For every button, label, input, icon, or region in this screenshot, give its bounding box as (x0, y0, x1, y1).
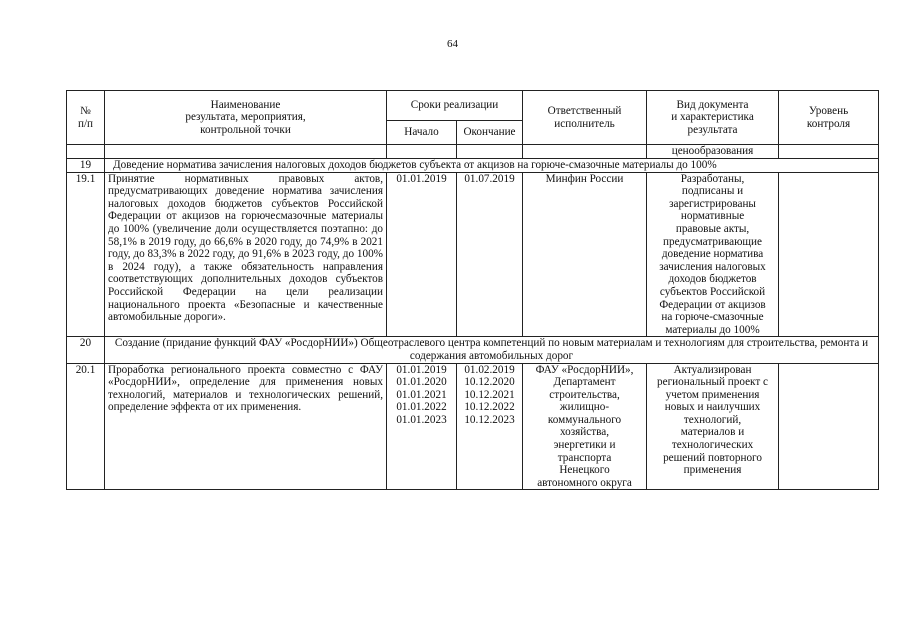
section-19-title: Доведение норматива зачисления налоговых доходов бюджетов субъекта от акцизов на горюче-смазочные материалы до 100% (105, 159, 879, 173)
header-control: Уровень контроля (779, 91, 879, 145)
row-20-1-num: 20.1 (67, 363, 105, 490)
row-19-1-end: 01.07.2019 (457, 172, 523, 337)
header-name: Наименование результата, мероприятия, контрольной точки (105, 91, 387, 145)
table-row-20-1 (67, 363, 879, 490)
header-num: № п/п (67, 91, 105, 145)
header-deadlines: Сроки реализации (387, 91, 523, 121)
header-doc: Вид документа и характеристика результата (647, 91, 779, 145)
header-end: Окончание (457, 121, 523, 145)
page-number: 64 (447, 38, 458, 50)
section-19-num: 19 (67, 159, 105, 173)
row-20-1-control (779, 363, 879, 490)
header-responsible: Ответственный исполнитель (523, 91, 647, 145)
row-19-1-responsible: Минфин России (523, 172, 647, 337)
continuation-doc: ценообразования (647, 145, 779, 159)
row-19-1-control (779, 172, 879, 337)
row-20-1-end: 01.02.2019 10.12.2020 10.12.2021 10.12.2022 10.12.2023 (457, 363, 523, 490)
row-20-1-name: Проработка регионального проекта совместно с ФАУ «РосдорНИИ», определение для применения новых технологий, материалов и технологических решений, определение эффекта от их применения. (105, 363, 387, 490)
table-row-19-1 (67, 172, 879, 337)
section-row-19 (67, 159, 879, 173)
implementation-plan-table (66, 90, 879, 490)
section-20-num: 20 (67, 337, 105, 363)
header-start: Начало (387, 121, 457, 145)
row-20-1-responsible: ФАУ «РосдорНИИ», Департамент строительства, жилищно- коммунального хозяйства, энергетики и транспорта Ненецкого автономного округа (523, 363, 647, 490)
row-19-1-start: 01.01.2019 (387, 172, 457, 337)
row-19-1-doc: Разработаны, подписаны и зарегистрированы нормативные правовые акты, предусматривающие доведение норматива зачисления налоговых доходов бюджетов субъектов Российской Федерации от акцизов на горюче-смазочные материалы до 100% (647, 172, 779, 337)
section-20-title: Создание (придание функций ФАУ «РосдорНИИ») Общеотраслевого центра компетенций по новым материалам и технологиям для строительства, ремонта и содержания автомобильных дорог (105, 337, 879, 363)
header-row (67, 91, 879, 121)
section-row-20 (67, 337, 879, 363)
row-19-1-num: 19.1 (67, 172, 105, 337)
row-19-1-name: Принятие нормативных правовых актов, предусматривающих доведение норматива зачисления налоговых доходов бюджетов субъектов Российской Федерации от акцизов на горючесмазочные материалы до 100% (увеличение доли осуществляется поэтапно: до 58,1% в 2019 году, до 66,6% в 2020 году, до 74,9% в 2021 году, до 83,3% в 2022 году, до 91,6% в 2023 году, до 100% в 2024 году), а также обязательность направления соответствующих дополнительных доходов субъектов Российской Федерации на цели реализации национального проекта «Безопасные и качественные автомобильные дороги». (105, 172, 387, 337)
row-20-1-doc: Актуализирован региональный проект с учетом применения новых и наилучших технологий, материалов и технологических решений повторного применения (647, 363, 779, 490)
continuation-row (67, 145, 879, 159)
row-20-1-start: 01.01.2019 01.01.2020 01.01.2021 01.01.2022 01.01.2023 (387, 363, 457, 490)
